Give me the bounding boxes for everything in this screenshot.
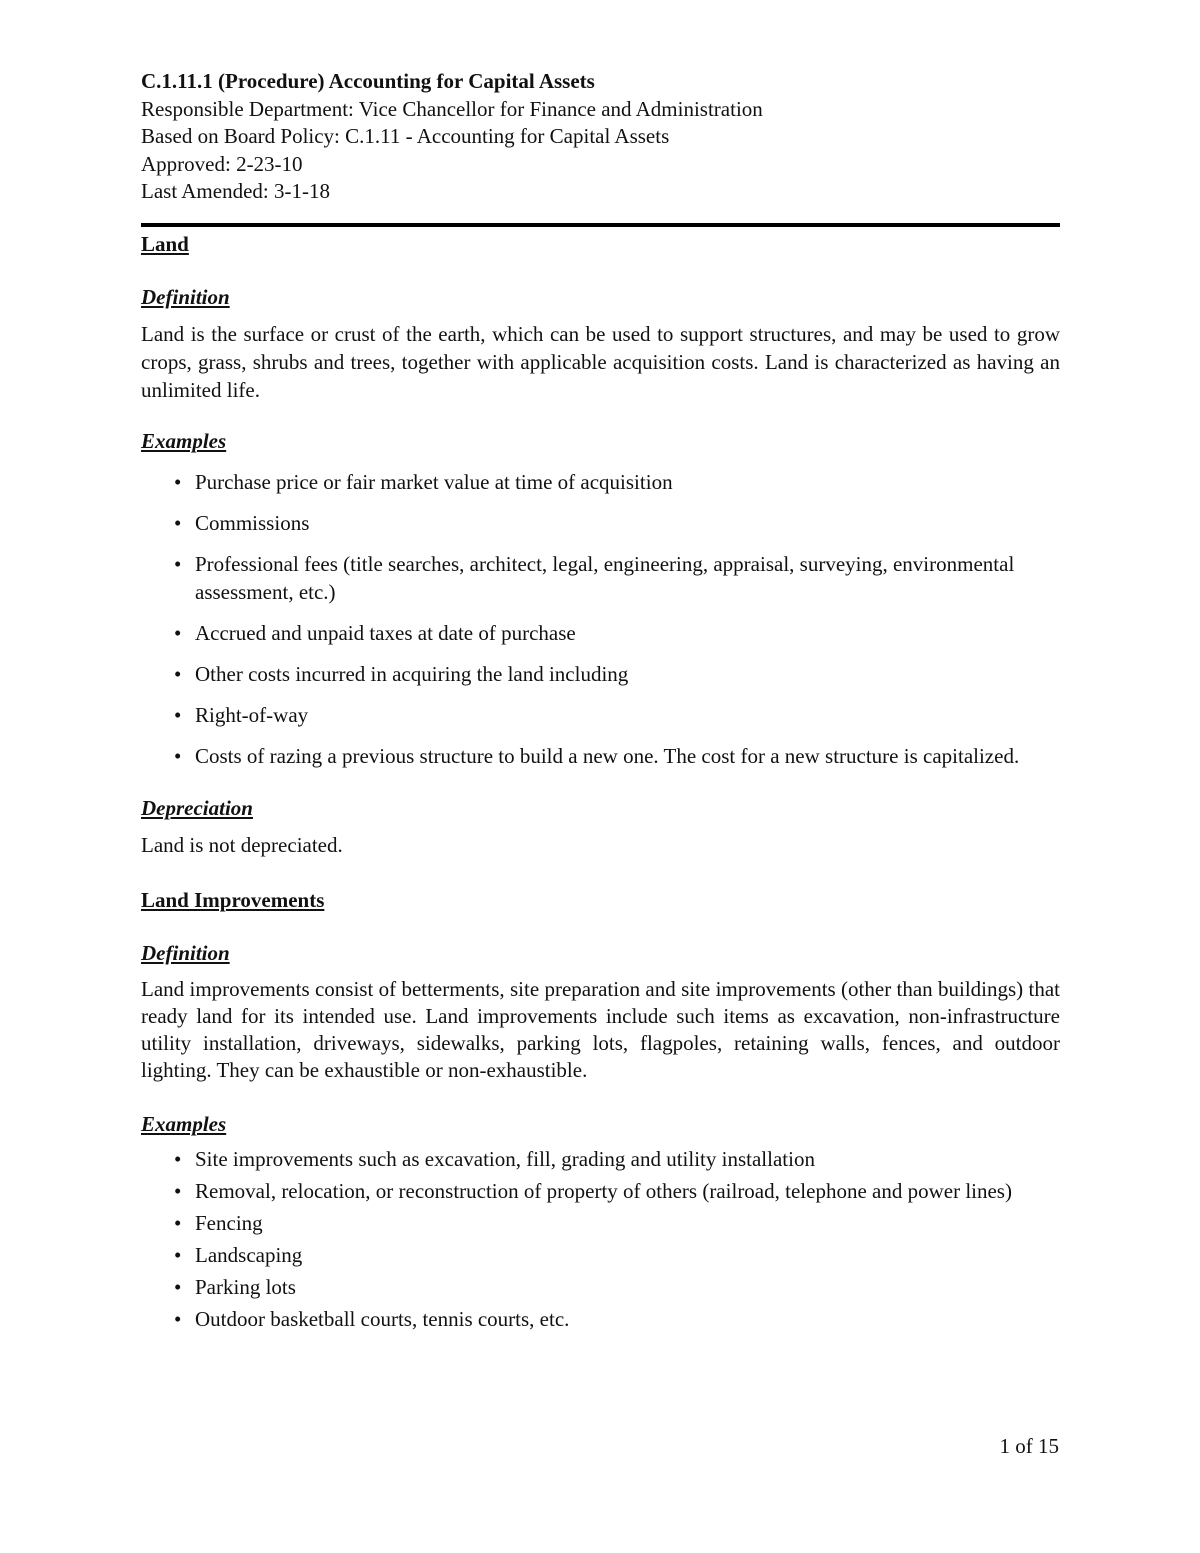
bullet-icon: • xyxy=(174,620,182,645)
bullet-icon: • xyxy=(174,1178,182,1203)
bullet-icon: • xyxy=(174,510,182,535)
bullet-icon: • xyxy=(174,551,182,576)
land-improvements-definition-heading: Definition xyxy=(141,940,230,965)
land-definition-heading: Definition xyxy=(141,284,230,309)
document-page xyxy=(141,68,1060,1333)
approved-date: Approved: 2-23-10 xyxy=(141,151,303,176)
land-definition-text: Land is the surface or crust of the earth, which can be used to support structures, and may be used to grow crops, grass, shrubs and trees, together with applicable acquisition costs. Land is characterized as having an unlimited life. xyxy=(141,321,1060,402)
land-depreciation-text: Land is not depreciated. xyxy=(141,832,343,857)
bullet-icon: • xyxy=(174,702,182,727)
list-item-text: Commissions xyxy=(195,510,310,535)
list-item xyxy=(141,701,1060,729)
list-item-text: Purchase price or fair market value at time of acquisition xyxy=(195,469,673,494)
list-item-text: Professional fees (title searches, architect, legal, engineering, appraisal, surveying, environmental assessment, etc.) xyxy=(195,551,1015,604)
header-divider xyxy=(141,223,1060,227)
bullet-icon: • xyxy=(174,1146,182,1171)
list-item-text: Other costs incurred in acquiring the land including xyxy=(195,661,629,686)
responsible-department: Responsible Department: Vice Chancellor for Finance and Administration xyxy=(141,96,763,121)
land-examples-heading: Examples xyxy=(141,428,227,453)
section-title-land-improvements: Land Improvements xyxy=(141,887,325,912)
list-item xyxy=(141,1177,1060,1205)
list-item-text: Outdoor basketball courts, tennis courts, etc. xyxy=(195,1306,570,1331)
land-improvements-examples-list xyxy=(141,1145,1060,1333)
list-item xyxy=(141,550,1060,606)
list-item-text: Site improvements such as excavation, fill, grading and utility installation xyxy=(195,1146,815,1171)
bullet-icon: • xyxy=(174,1306,182,1331)
list-item xyxy=(141,468,1060,496)
bullet-icon: • xyxy=(174,469,182,494)
list-item-text: Parking lots xyxy=(195,1274,296,1299)
list-item-text: Removal, relocation, or reconstruction of property of others (railroad, telephone and power lines) xyxy=(195,1178,1012,1203)
list-item xyxy=(141,742,1060,770)
list-item xyxy=(141,619,1060,647)
document-title: C.1.11.1 (Procedure) Accounting for Capital Assets xyxy=(141,69,595,93)
list-item-text: Costs of razing a previous structure to build a new one. The cost for a new structure is capitalized. xyxy=(195,743,1020,768)
last-amended-date: Last Amended: 3-1-18 xyxy=(141,179,330,203)
list-item-text: Accrued and unpaid taxes at date of purchase xyxy=(195,620,576,645)
list-item xyxy=(141,1209,1060,1237)
bullet-icon: • xyxy=(174,743,182,768)
list-item-text: Fencing xyxy=(195,1210,263,1235)
list-item-text: Landscaping xyxy=(195,1242,303,1267)
bullet-icon: • xyxy=(174,1242,182,1267)
page-number: 1 of 15 xyxy=(999,1434,1059,1458)
list-item xyxy=(141,1273,1060,1301)
bullet-icon: • xyxy=(174,1274,182,1299)
list-item xyxy=(141,1305,1060,1333)
land-examples-list xyxy=(141,468,1060,770)
land-improvements-examples-heading: Examples xyxy=(141,1111,227,1136)
land-improvements-definition-text: Land improvements consist of betterments, site preparation and site improvements (other than buildings) that ready land for its intended use. Land improvements include such items as excavation, non-infrastructure utility installation, driveways, sidewalks, parking lots, flagpoles, retaining walls, fences, and outdoor lighting. They can be exhaustible or non-exhaustible. xyxy=(141,976,1060,1082)
list-item xyxy=(141,509,1060,537)
land-depreciation-heading: Depreciation xyxy=(141,795,253,820)
bullet-icon: • xyxy=(174,661,182,686)
section-title-land: Land xyxy=(141,231,189,256)
list-item xyxy=(141,1241,1060,1269)
board-policy: Based on Board Policy: C.1.11 - Accounting for Capital Assets xyxy=(141,124,670,148)
list-item-text: Right-of-way xyxy=(195,702,309,727)
list-item xyxy=(141,1145,1060,1173)
list-item xyxy=(141,660,1060,688)
bullet-icon: • xyxy=(174,1210,182,1235)
